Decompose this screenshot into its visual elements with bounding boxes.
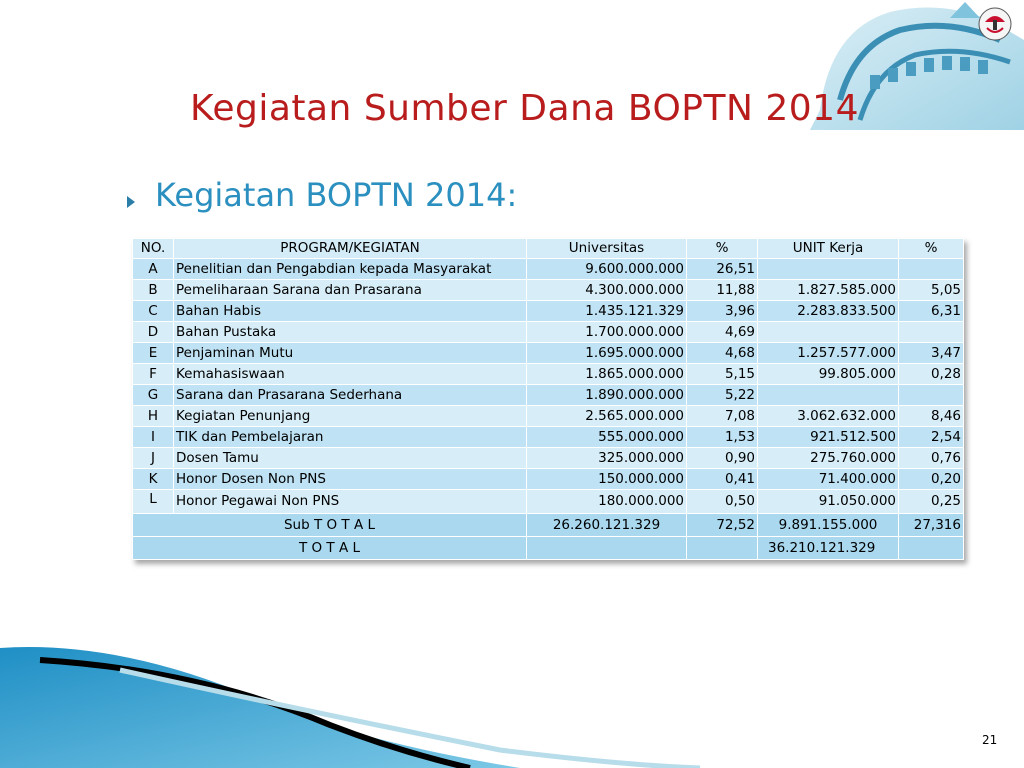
cell-no: D [133,322,174,343]
cell-program: Dosen Tamu [174,448,527,469]
cell-univ-pct: 0,50 [687,490,758,514]
table-row [133,280,964,301]
cell-univ-pct: 3,96 [687,301,758,322]
subtotal-label: Sub T O T A L [133,514,527,537]
header-program: PROGRAM/KEGIATAN [174,239,527,259]
cell-univ: 555.000.000 [527,427,687,448]
cell-univ-pct: 11,88 [687,280,758,301]
cell-unit-pct: 2,54 [899,427,964,448]
subtotal-univ: 26.260.121.329 [527,514,687,537]
cell-program: Honor Dosen Non PNS [174,469,527,490]
header-univ-pct: % [687,239,758,259]
cell-unit-pct: 0,76 [899,448,964,469]
table-row [133,364,964,385]
cell-univ: 1.890.000.000 [527,385,687,406]
cell-unit-pct: 0,25 [899,490,964,514]
cell-program: Kegiatan Penunjang [174,406,527,427]
cell-unit-pct: 8,46 [899,406,964,427]
table-row [133,259,964,280]
slide-title: Kegiatan Sumber Dana BOPTN 2014 [190,88,859,129]
subtotal-row [133,514,964,537]
total-label: T O T A L [133,537,527,560]
cell-no: K [133,469,174,490]
total-empty-cell [899,537,964,560]
cell-univ: 1.435.121.329 [527,301,687,322]
cell-no: E [133,343,174,364]
cell-univ: 1.865.000.000 [527,364,687,385]
subtotal-unit: 9.891.155.000 [758,514,899,537]
cell-no: I [133,427,174,448]
header-universitas: Universitas [527,239,687,259]
cell-program: Sarana dan Prasarana Sederhana [174,385,527,406]
cell-unit-pct [899,259,964,280]
cell-unit: 99.805.000 [758,364,899,385]
cell-unit: 1.257.577.000 [758,343,899,364]
table-row [133,427,964,448]
cell-no: H [133,406,174,427]
cell-unit: 3.062.632.000 [758,406,899,427]
cell-univ-pct: 5,15 [687,364,758,385]
cell-no: J [133,448,174,469]
cell-univ: 4.300.000.000 [527,280,687,301]
bottom-wave-decoration [0,630,1024,768]
header-unit-kerja: UNIT Kerja [758,239,899,259]
cell-no: C [133,301,174,322]
cell-program: Penelitian dan Pengabdian kepada Masyarakat [174,259,527,280]
boptn-table [132,238,964,560]
cell-univ: 150.000.000 [527,469,687,490]
cell-univ: 1.695.000.000 [527,343,687,364]
cell-unit [758,385,899,406]
cell-unit-pct: 5,05 [899,280,964,301]
university-logo [977,6,1013,42]
cell-unit [758,259,899,280]
cell-program: Bahan Pustaka [174,322,527,343]
cell-no: G [133,385,174,406]
subtotal-univ-pct: 72,52 [687,514,758,537]
cell-no: B [133,280,174,301]
total-value: 36.210.121.329 [758,537,899,560]
cell-univ: 325.000.000 [527,448,687,469]
cell-unit: 921.512.500 [758,427,899,448]
bullet-text: Kegiatan BOPTN 2014: [155,176,518,214]
cell-unit-pct: 0,20 [899,469,964,490]
cell-program: Pemeliharaan Sarana dan Prasarana [174,280,527,301]
table-row [133,343,964,364]
cell-unit: 2.283.833.500 [758,301,899,322]
table-row [133,301,964,322]
cell-no: A [133,259,174,280]
cell-unit-pct [899,385,964,406]
cell-no: L [133,490,174,514]
cell-program: Penjaminan Mutu [174,343,527,364]
table-row [133,322,964,343]
cell-unit-pct [899,322,964,343]
table-row [133,385,964,406]
cell-program: Kemahasiswaan [174,364,527,385]
cell-program: Bahan Habis [174,301,527,322]
table-row [133,490,964,514]
cell-univ: 9.600.000.000 [527,259,687,280]
cell-unit-pct: 3,47 [899,343,964,364]
header-unit-pct: % [899,239,964,259]
cell-no: F [133,364,174,385]
cell-univ-pct: 7,08 [687,406,758,427]
bullet-arrow-icon [127,196,135,208]
cell-univ-pct: 0,90 [687,448,758,469]
table-row [133,469,964,490]
total-empty-cell [527,537,687,560]
cell-univ: 2.565.000.000 [527,406,687,427]
subtotal-unit-pct: 27,316 [899,514,964,537]
cell-unit: 275.760.000 [758,448,899,469]
cell-unit-pct: 6,31 [899,301,964,322]
cell-univ-pct: 26,51 [687,259,758,280]
cell-univ-pct: 0,41 [687,469,758,490]
cell-univ-pct: 4,69 [687,322,758,343]
table-row [133,448,964,469]
table-row [133,406,964,427]
cell-unit: 1.827.585.000 [758,280,899,301]
cell-program: TIK dan Pembelajaran [174,427,527,448]
cell-univ: 180.000.000 [527,490,687,514]
cell-program: Honor Pegawai Non PNS [174,490,527,514]
header-no: NO. [133,239,174,259]
total-row [133,537,964,560]
total-empty-cell [687,537,758,560]
cell-unit: 91.050.000 [758,490,899,514]
cell-univ-pct: 4,68 [687,343,758,364]
cell-unit: 71.400.000 [758,469,899,490]
cell-univ-pct: 5,22 [687,385,758,406]
cell-univ: 1.700.000.000 [527,322,687,343]
cell-unit-pct: 0,28 [899,364,964,385]
page-number: 21 [982,733,998,747]
cell-unit [758,322,899,343]
cell-univ-pct: 1,53 [687,427,758,448]
